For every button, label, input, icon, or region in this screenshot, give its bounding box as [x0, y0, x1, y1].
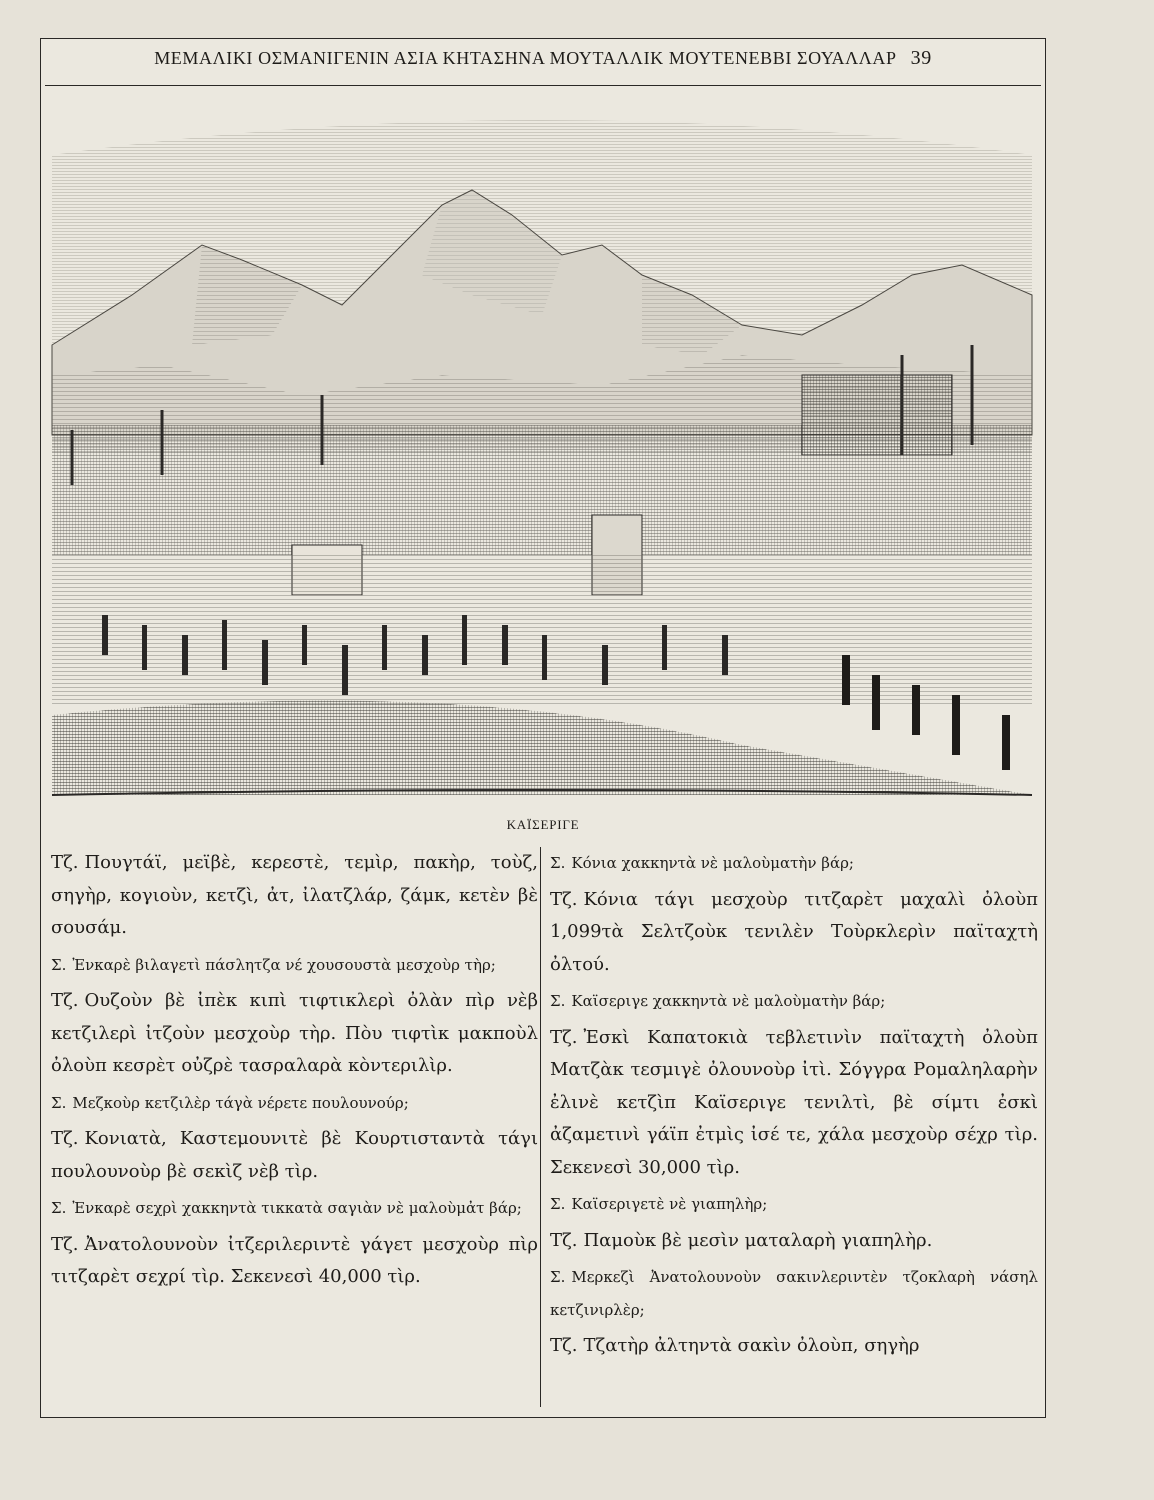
dialogue-para: [550, 884, 1038, 982]
dialogue-text: Κονιατὰ, Καστεμουνιτὲ βὲ Κουρτισταντὰ τάγι πουλουνοὺρ βὲ σεκὶζ νὲβ τὶρ.: [51, 1128, 538, 1182]
speaker-label: Τζ.: [550, 1335, 578, 1356]
dialogue-para: [51, 1229, 538, 1294]
text-column-right: [550, 847, 1038, 1367]
dialogue-text: Ουζοὺν βὲ ἰπὲκ κιπὶ τιφτικλερὶ ὀλὰν πὶρ νὲβ κετζιλερὶ ἰτζοὺν μεσχοὺρ τὴρ. Πὸυ τιφτὶκ μακποὺλ ὀλοὺπ κεσρὲτ οὐζρὲ τασραλαρὰ κὸντεριλὶρ.: [51, 990, 538, 1076]
engraving-kayseri: [42, 95, 1042, 797]
dialogue-text: Καϊσεριγε χακκηντὰ νὲ μαλοὺματὴν βάρ;: [571, 992, 886, 1010]
dialogue-text: Κόνια χακκηντὰ νὲ μαλοὺματὴν βάρ;: [571, 854, 854, 872]
header-rule: [45, 85, 1041, 86]
speaker-label: Σ.: [550, 854, 566, 872]
dialogue-text: Παμοὺκ βὲ μεσὶν ματαλαρὴ γιαπηλὴρ.: [583, 1229, 933, 1251]
dialogue-text: Τζατὴρ ἀλτηντὰ σακὶν ὀλοὺπ, σηγὴρ: [583, 1335, 920, 1356]
running-head: [41, 47, 1045, 70]
dialogue-text: Ἀνατολουνοὺν ἰτζεριλεριντὲ γάγετ μεσχοὺρ πὶρ τιτζαρὲτ σεχρί τὶρ. Σεκενεσὶ 40,000 τὶρ.: [51, 1233, 538, 1287]
dialogue-text: Πουγτάϊ, μεϊβὲ, κερεστὲ, τεμὶρ, πακὴρ, τοὺζ, σηγὴρ, κογιοὺν, κετζὶ, ἀτ, ἰλατζλάρ, ζάμκ, κετὲν βὲ σουσάμ.: [51, 852, 538, 938]
dialogue-text: Μερκεζὶ Ἀνατολουνοὺν σακινλεριντὲν τζοκλαρὴ νάσηλ κετζινιρλὲρ;: [550, 1268, 1038, 1319]
dialogue-para: [550, 1225, 1038, 1258]
speaker-label: Τζ.: [550, 1229, 578, 1251]
speaker-label: Τζ.: [550, 888, 578, 910]
dialogue-para: [550, 985, 1038, 1018]
dialogue-para: [51, 1123, 538, 1188]
dialogue-para: [550, 847, 1038, 880]
speaker-label: Τζ.: [51, 1128, 79, 1149]
dialogue-para: [51, 1087, 538, 1120]
speaker-label: Σ.: [550, 992, 566, 1010]
speaker-label: Σ.: [51, 1199, 67, 1217]
dialogue-text: Ἐσκὶ Καπατοκιὰ τεβλετινὶν παϊταχτὴ ὀλοὺπ Ματζὰκ τεσμιγὲ ὀλουνοὺρ ἰτὶ. Σόγγρα Ρομαληλαρὴν ἐλινὲ κετζὶπ Καϊσεριγε τενιλτὶ, βὲ σίμτι ἐσκὶ ἀζαμετινὶ γάϊπ ἐτμὶς ἰσέ τε, χάλα μεσχοὺρ σέχρ τὶρ. Σεκενεσὶ 30,000 τὶρ.: [550, 1026, 1038, 1178]
speaker-label: Τζ.: [550, 1026, 578, 1048]
dialogue-para: [51, 949, 538, 982]
column-divider: [540, 847, 541, 1407]
illustration-caption: ΚΑΪΣΕΡΙΓΕ: [506, 817, 580, 832]
dialogue-para: [51, 985, 538, 1083]
dialogue-para: [550, 1188, 1038, 1221]
speaker-label: Σ.: [51, 955, 67, 974]
dialogue-para: [550, 1261, 1038, 1326]
speaker-label: Σ.: [550, 1268, 566, 1286]
engraving-image: [42, 95, 1042, 797]
dialogue-para: [51, 847, 538, 945]
speaker-label: Σ.: [550, 1195, 566, 1213]
text-column-left: [51, 847, 538, 1298]
dialogue-text: Ἐνκαρὲ βιλαγετὶ πάσλητζα νέ χουσουστὰ μεσχοὺρ τὴρ;: [72, 955, 496, 974]
speaker-label: Σ.: [51, 1093, 67, 1112]
dialogue-text: Καϊσεριγετὲ νὲ γιαπηλὴρ;: [571, 1195, 768, 1213]
dialogue-para: [550, 1330, 1038, 1363]
dialogue-para: [51, 1192, 538, 1225]
speaker-label: Τζ.: [51, 990, 79, 1011]
page-number: 39: [910, 47, 932, 69]
dialogue-text: Κόνια τάγι μεσχοὺρ τιτζαρὲτ μαχαλὶ ὀλοὺπ 1,099τὰ Σελτζοὺκ τενιλὲν Τοὺρκλερὶν παϊταχτὴ ὀλτού.: [550, 888, 1038, 975]
dialogue-text: Μεζκοὺρ κετζιλὲρ τάγὰ νέρετε πουλουνούρ;: [72, 1093, 409, 1112]
speaker-label: Τζ.: [51, 852, 79, 873]
page-frame: [40, 38, 1046, 1418]
dialogue-text: Ἐνκαρὲ σεχρὶ χακκηντὰ τικκατὰ σαγιὰν νὲ μαλοὺμἀτ βάρ;: [72, 1199, 522, 1217]
dialogue-para: [550, 1022, 1038, 1185]
running-title: ΜΕΜΑΛΙΚΙ ΟΣΜΑΝΙΓΕΝΙΝ ΑΣΙΑ ΚΗΤΑΣΗΝΑ ΜΟΥΤΑΛΛΙΚ ΜΟΥΤΕΝΕΒΒΙ ΣΟΥΑΛΛΑΡ: [154, 48, 897, 68]
speaker-label: Τζ.: [51, 1233, 79, 1255]
